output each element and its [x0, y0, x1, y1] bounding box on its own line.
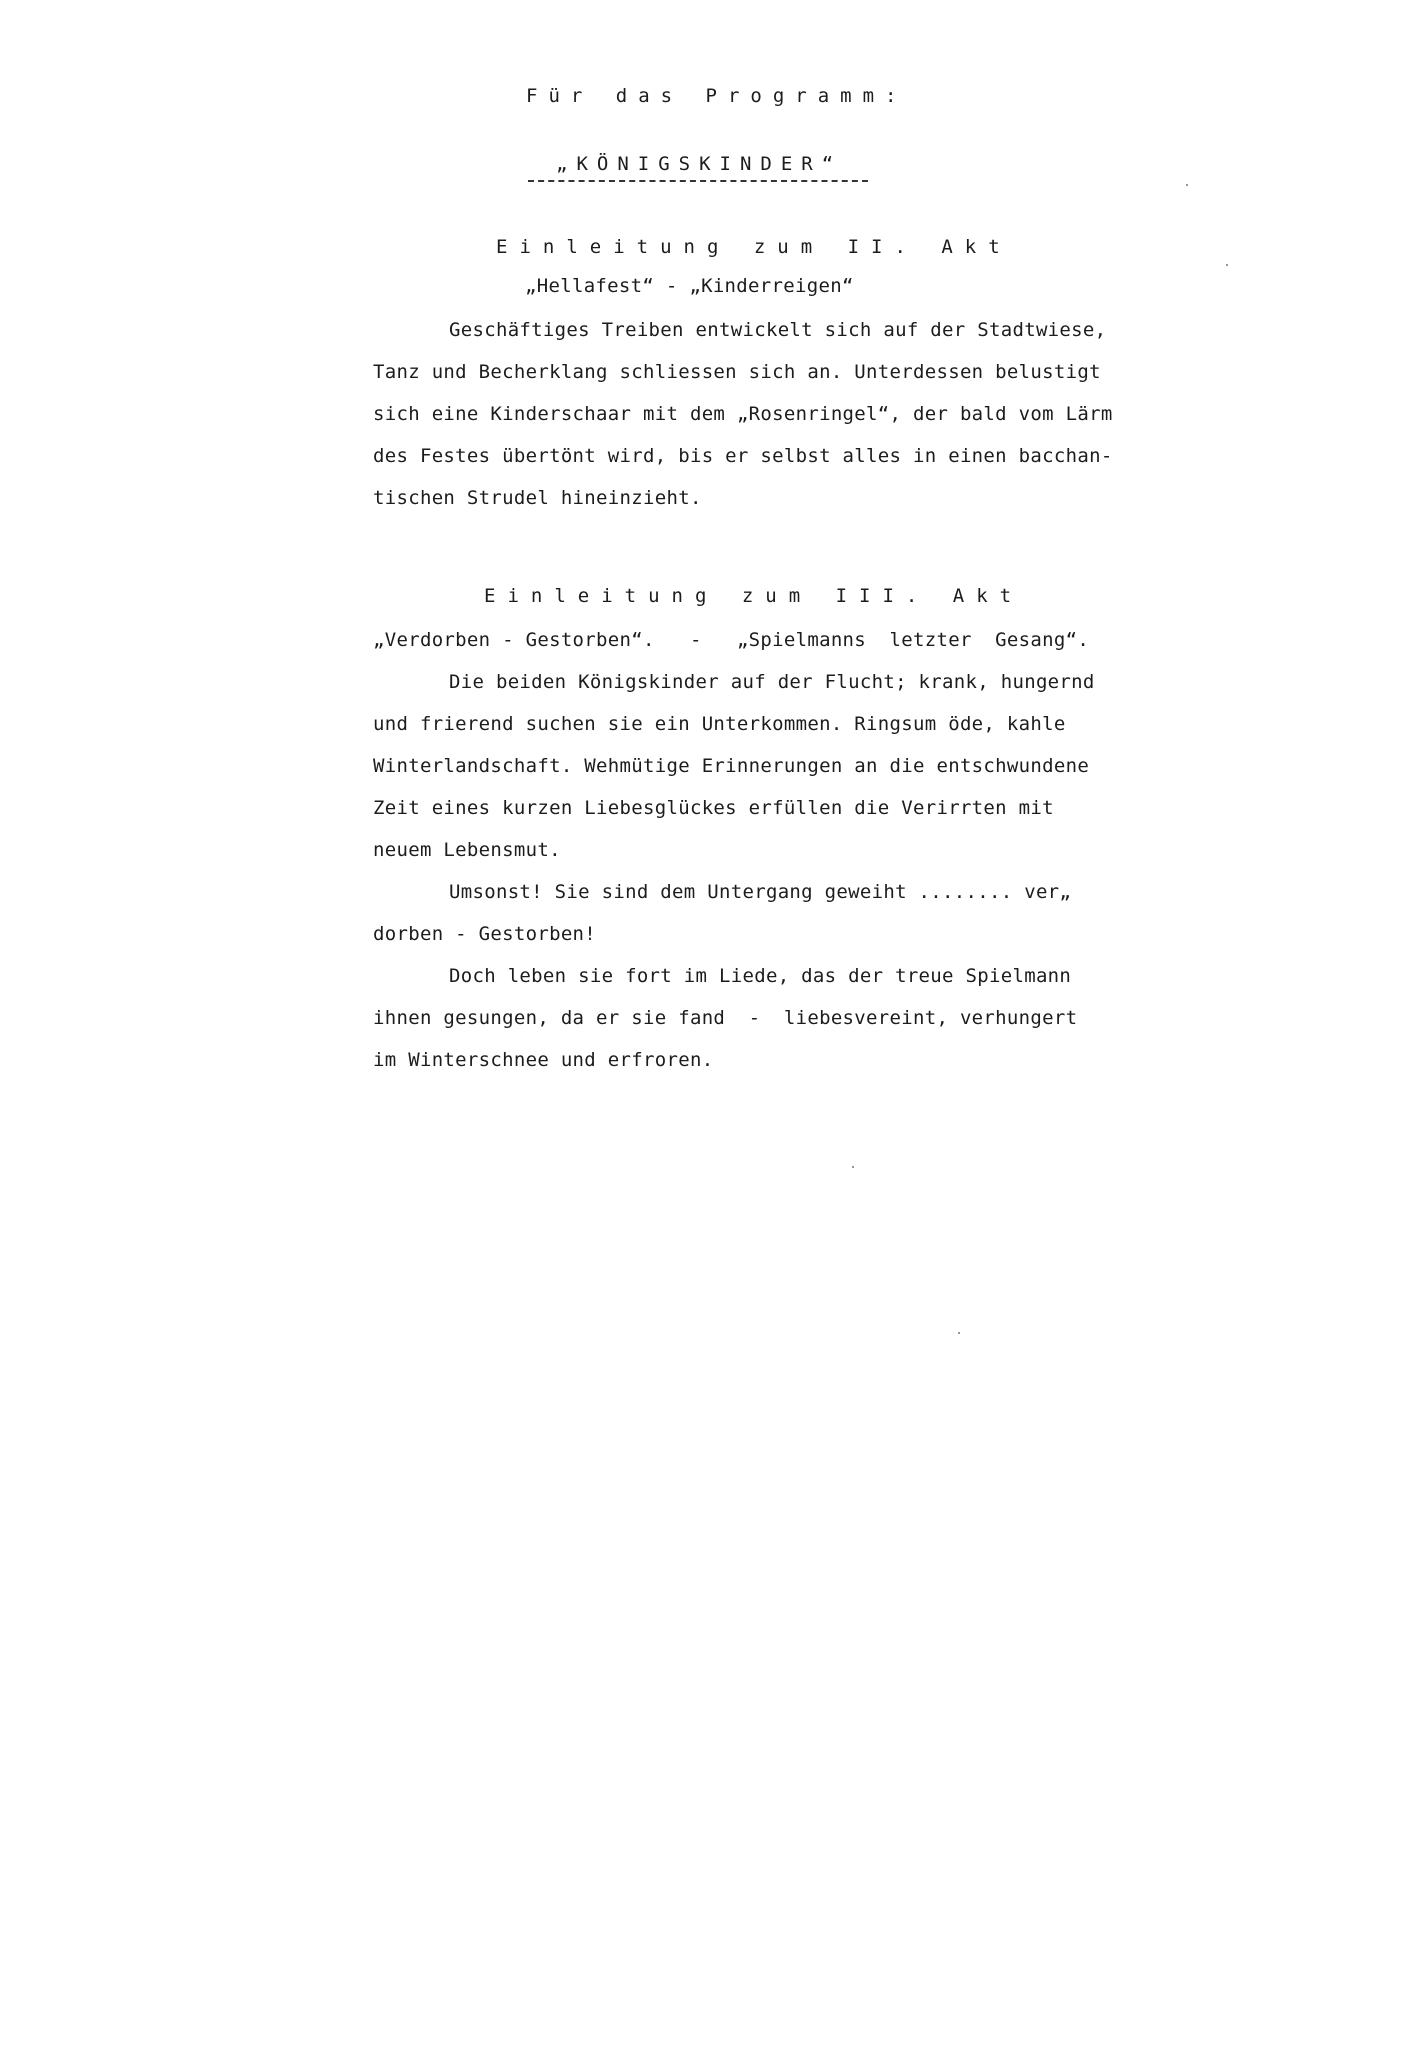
act3-p1-line: und frierend suchen sie ein Unterkommen. Ringsum öde, kahle: [373, 713, 1066, 735]
act3-p3-line: im Winterschnee und erfroren.: [373, 1049, 714, 1071]
act2-line: sich eine Kinderschaar mit dem „Rosenringel“, der bald vom Lärm: [373, 403, 1113, 425]
act3-p3-line: ihnen gesungen, da er sie fand - liebesvereint, verhungert: [373, 1007, 1078, 1029]
act2-line: tischen Strudel hineinzieht.: [373, 487, 702, 509]
act2-line: Tanz und Becherklang schliessen sich an. Unterdessen belustigt: [373, 361, 1101, 383]
act2-heading: Einleitung zum II. Akt: [496, 236, 1012, 258]
act3-p2-line: dorben - Gestorben!: [373, 923, 597, 945]
act2-subtitle: „Hellafest“ - „Kinderreigen“: [525, 275, 854, 297]
act3-p1-line: neuem Lebensmut.: [373, 839, 561, 861]
act3-p3-line: Doch leben sie fort im Liede, das der treue Spielmann: [449, 965, 1072, 987]
act3-p1-line: Winterlandschaft. Wehmütige Erinnerungen an die entschwundene: [373, 755, 1090, 777]
act2-line: Geschäftiges Treiben entwickelt sich auf der Stadtwiese,: [449, 319, 1107, 341]
act3-heading: Einleitung zum III. Akt: [484, 585, 1024, 607]
act3-p1-line: Zeit eines kurzen Liebesglückes erfüllen die Verirrten mit: [373, 797, 1054, 819]
act3-p1-line: Die beiden Königskinder auf der Flucht; krank, hungernd: [449, 671, 1095, 693]
act3-p2-line: Umsonst! Sie sind dem Untergang geweiht ........ ver„: [449, 881, 1072, 903]
program-heading: Für das Programm:: [526, 85, 908, 107]
scan-speck: [852, 1166, 854, 1168]
scan-speck: [958, 1332, 960, 1334]
title-underline: [528, 180, 868, 182]
scan-speck: [1226, 264, 1228, 266]
document-title: „KÖNIGSKINDER“: [556, 153, 843, 175]
act2-line: des Festes übertönt wird, bis er selbst alles in einen bacchan-: [373, 445, 1113, 467]
scan-speck: [1186, 184, 1188, 186]
act3-subtitle: „Verdorben - Gestorben“. - „Spielmanns letzter Gesang“.: [373, 629, 1090, 651]
